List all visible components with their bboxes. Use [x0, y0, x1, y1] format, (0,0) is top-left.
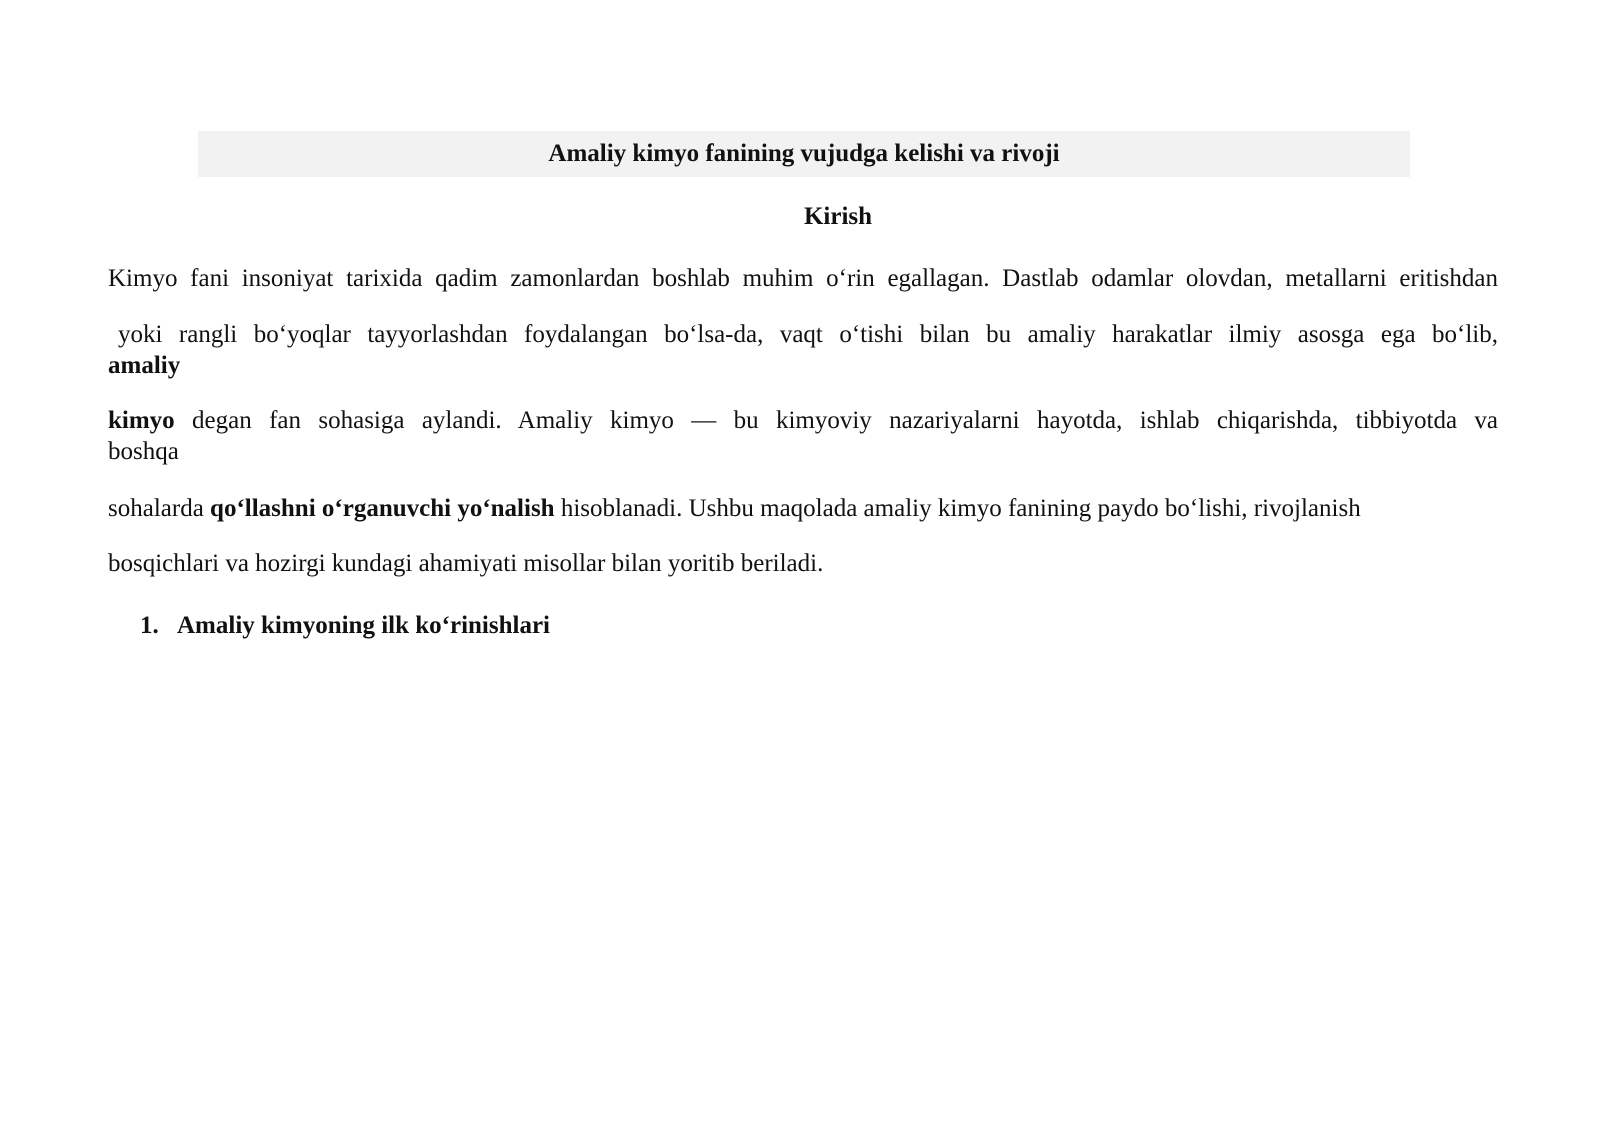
- section-heading-intro: Kirish: [803, 203, 873, 230]
- intro-text-1: Kimyo fani insoniyat tarixida qadim zamonlardan boshlab muhim o‘rin egallagan. Dastlab odamlar olovdan, metallarni eritishdan: [108, 265, 1498, 292]
- intro-bold-amaliy: amaliy: [108, 352, 181, 379]
- intro-line-4: [108, 493, 1498, 524]
- document-title: Amaliy kimyo fanining vujudga kelishi va rivoji: [548, 140, 1060, 167]
- section-1-heading: [140, 610, 550, 642]
- intro-bold-phrase: qo‘llashni o‘rganuvchi yo‘nalish: [210, 495, 555, 522]
- intro-text-4-end: hisoblanadi. Ushbu maqolada amaliy kimyo fanining paydo bo‘lishi, rivojlanish: [560, 495, 1361, 522]
- intro-text-3-wrap: boshqa: [108, 438, 179, 465]
- section-1-number: 1.: [140, 612, 159, 639]
- intro-line-2-wrap: [108, 350, 180, 381]
- intro-text-5: bosqichlari va hozirgi kundagi ahamiyati misollar bilan yoritib beriladi.: [108, 550, 824, 577]
- intro-text-3: degan fan sohasiga aylandi. Amaliy kimyo — bu kimyoviy nazariyalarni hayotda, ishlab chiqarishda, tibbiyotda va: [192, 407, 1498, 434]
- intro-line-3: [108, 405, 1498, 436]
- intro-line-5: [108, 548, 1498, 579]
- intro-text-4-start: sohalarda: [108, 495, 204, 522]
- intro-bold-kimyo: kimyo: [108, 407, 175, 434]
- intro-text-2: yoki rangli bo‘yoqlar tayyorlashdan foydalangan bo‘lsa-da, vaqt o‘tishi bilan bu amaliy harakatlar ilmiy asosga ega bo‘lib,: [118, 321, 1498, 348]
- intro-line-3-wrap: [108, 436, 179, 467]
- intro-line-1: [108, 263, 1498, 294]
- intro-line-2: [108, 319, 1498, 350]
- section-1-title: Amaliy kimyoning ilk ko‘rinishlari: [177, 612, 550, 639]
